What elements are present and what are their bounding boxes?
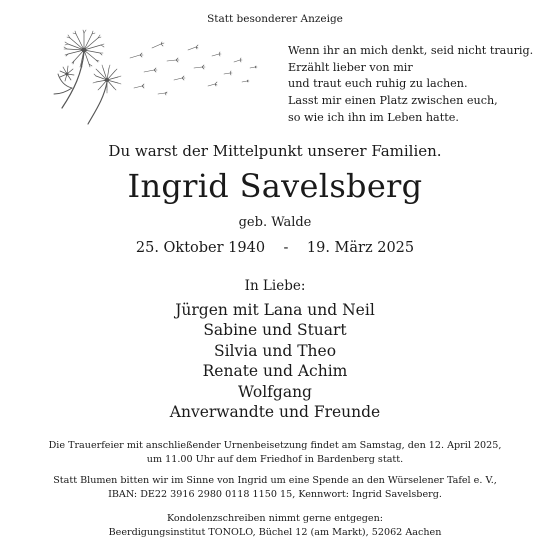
mourner-name: Renate und Achim bbox=[202, 362, 348, 381]
mourners-list bbox=[0, 300, 550, 422]
poem-line: so wie ich ihn im Leben hatte. bbox=[288, 110, 459, 124]
death-date: 19. März 2025 bbox=[306, 240, 415, 256]
birth-date: 25. Oktober 1940 bbox=[135, 240, 266, 256]
date-separator: - bbox=[283, 240, 289, 256]
mourner-name: Anverwandte und Freunde bbox=[169, 403, 381, 422]
deceased-name: Ingrid Savelsberg bbox=[127, 167, 423, 205]
funeral-line: um 11.00 Uhr auf dem Friedhof in Bardenberg statt. bbox=[146, 453, 404, 465]
mourner-name: Silvia und Theo bbox=[213, 341, 337, 360]
condolence-info bbox=[0, 512, 550, 539]
mourner-name: Jürgen mit Lana und Neil bbox=[175, 301, 375, 319]
poem-line: Erzählt lieber von mir bbox=[288, 60, 413, 74]
life-dates bbox=[0, 240, 550, 256]
funeral-line: Die Trauerfeier mit anschließender Urnenbeisetzung findet am Samstag, den 12. April 2025, bbox=[48, 440, 502, 451]
mourner-name: Sabine und Stuart bbox=[203, 321, 347, 340]
mourners-heading: In Liebe: bbox=[244, 278, 306, 294]
donation-line: IBAN: DE22 3916 2980 0118 1150 15, Kennwort: Ingrid Savelsberg. bbox=[108, 488, 442, 500]
poem-line: und traut euch ruhig zu lachen. bbox=[288, 77, 468, 91]
header-note: Statt besonderer Anzeige bbox=[207, 13, 343, 25]
donation-info bbox=[0, 474, 550, 501]
dandelion-icon bbox=[52, 28, 267, 128]
donation-line: Statt Blumen bitten wir im Sinne von Ingrid um eine Spende an den Würselener Tafel e. V., bbox=[53, 475, 497, 486]
mourner-name: Wolfgang bbox=[238, 382, 312, 401]
birth-name: geb. Walde bbox=[238, 215, 312, 230]
funeral-info bbox=[0, 439, 550, 466]
poem-line: Wenn ihr an mich denkt, seid nicht traurig. bbox=[288, 44, 534, 57]
condolence-line: Kondolenzschreiben nimmt gerne entgegen: bbox=[166, 513, 384, 524]
poem bbox=[288, 43, 533, 127]
condolence-line: Beerdigungsinstitut TONOLO, Büchel 12 (am Markt), 52062 Aachen bbox=[108, 526, 442, 538]
intro-line: Du warst der Mittelpunkt unserer Familien. bbox=[108, 142, 442, 160]
poem-line: Lasst mir einen Platz zwischen euch, bbox=[288, 94, 498, 108]
